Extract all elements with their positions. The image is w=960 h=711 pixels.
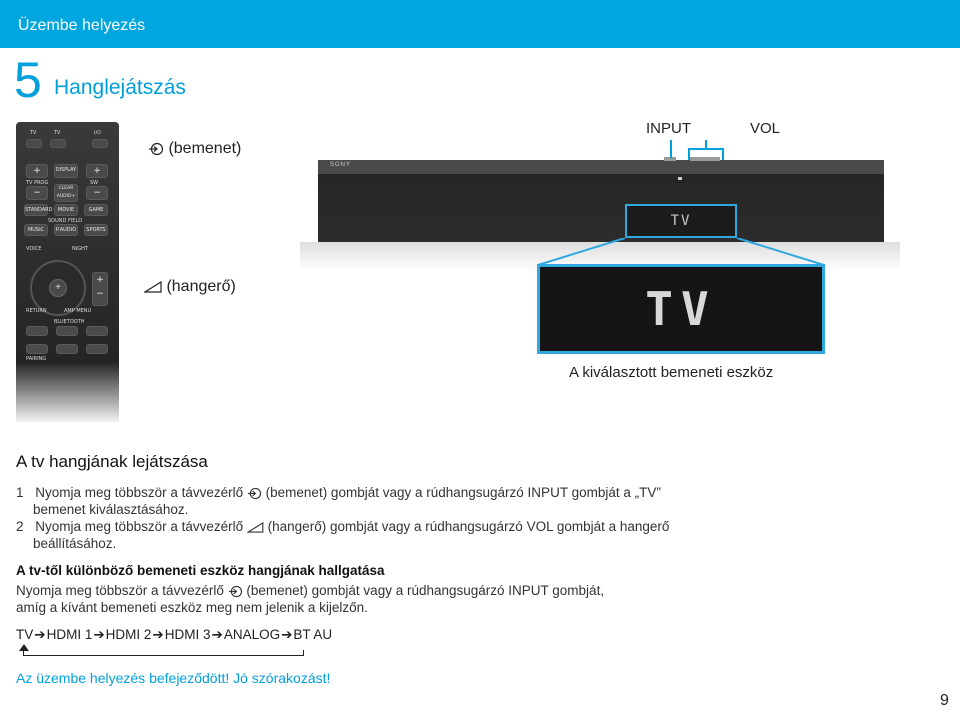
soundbar-top bbox=[318, 160, 884, 174]
soundbar-display-zoomed bbox=[537, 264, 825, 354]
soundbar-brand: SONY bbox=[330, 162, 352, 168]
arrow-right-icon: ➔ bbox=[34, 627, 46, 642]
remote-play-button bbox=[56, 344, 78, 354]
remote-label-tv-input: TV bbox=[30, 130, 37, 136]
input-sequence bbox=[16, 627, 332, 643]
remote-label-sound-field: SOUND FIELD bbox=[48, 218, 83, 224]
soundbar-display-small bbox=[625, 204, 737, 238]
other-device-line-2: amíg a kívánt bemeneti eszköz meg nem jelenik a kijelzőn. bbox=[16, 600, 368, 615]
arrow-right-icon: ➔ bbox=[281, 627, 293, 642]
input-icon bbox=[148, 142, 164, 156]
remote-dpad-center: + bbox=[49, 279, 67, 297]
remote-rewind-button bbox=[26, 344, 48, 354]
remote-tv-prog-plus: + bbox=[26, 164, 48, 178]
header-title: Üzembe helyezés bbox=[18, 17, 146, 34]
step-2-text-a: Nyomja meg többször a távvezérlő bbox=[35, 519, 244, 534]
remote-next-button bbox=[86, 326, 108, 336]
page-number: 9 bbox=[940, 692, 949, 709]
volume-icon bbox=[247, 522, 264, 533]
step-1-number: 1 bbox=[16, 485, 24, 500]
step-1-line-1 bbox=[16, 485, 661, 500]
step-1-text-b: (bemenet) gombját vagy a rúdhangsugárzó INPUT gombját a „TV” bbox=[265, 485, 661, 500]
input-callout-line bbox=[670, 140, 672, 158]
sequence-item: HDMI 1 bbox=[46, 627, 93, 642]
step-2-line-2: beállításához. bbox=[33, 536, 117, 551]
remote-standard-button: STANDARD bbox=[24, 204, 48, 216]
remote-clear-audio-button: CLEAR AUDIO+ bbox=[54, 184, 78, 202]
remote-ff-button bbox=[86, 344, 108, 354]
other-device-text-b: (bemenet) gombját vagy a rúdhangsugárzó INPUT gombját, bbox=[246, 583, 605, 598]
input-icon bbox=[228, 585, 243, 598]
remote-prev-button bbox=[26, 326, 48, 336]
vol-callout-bracket bbox=[688, 148, 724, 160]
vol-button-label: VOL bbox=[750, 120, 781, 137]
remote-game-button: GAME bbox=[84, 204, 108, 216]
section-title: Hanglejátszás bbox=[54, 76, 186, 99]
section-number: 5 bbox=[14, 52, 42, 108]
step-2-line-1 bbox=[16, 519, 669, 534]
sequence-item: HDMI 3 bbox=[164, 627, 211, 642]
remote-label-bluetooth: BLUETOOTH bbox=[54, 319, 85, 325]
zoom-connector bbox=[537, 238, 827, 266]
remote-label-sw: SW bbox=[90, 180, 99, 186]
input-icon bbox=[247, 487, 262, 500]
remote-tv-power-button bbox=[50, 139, 66, 148]
remote-input-callout bbox=[148, 140, 241, 158]
remote-label-tv-prog: TV PROG bbox=[26, 180, 49, 186]
remote-movie-button: MOVIE bbox=[54, 204, 78, 216]
step-2-number: 2 bbox=[16, 519, 24, 534]
remote-control-image bbox=[16, 122, 119, 422]
arrow-right-icon: ➔ bbox=[211, 627, 223, 642]
step-2-text-b: (hangerő) gombját vagy a rúdhangsugárzó VOL gombját a hangerő bbox=[267, 519, 670, 534]
remote-volume-rocker: + − bbox=[92, 272, 108, 306]
tv-sound-heading: A tv hangjának lejátszása bbox=[16, 452, 208, 471]
sequence-loop-line bbox=[23, 650, 304, 656]
remote-label-tv-power: TV bbox=[54, 130, 61, 136]
other-device-line-1 bbox=[16, 583, 604, 598]
remote-label-amp-menu: AMP MENU bbox=[64, 308, 92, 314]
arrow-right-icon: ➔ bbox=[93, 627, 105, 642]
remote-sports-button: SPORTS bbox=[84, 224, 108, 236]
remote-display-button: DISPLAY bbox=[54, 164, 78, 178]
remote-label-night: NIGHT bbox=[72, 246, 88, 252]
remote-fade bbox=[16, 362, 119, 422]
sequence-item: HDMI 2 bbox=[105, 627, 152, 642]
remote-input-button bbox=[26, 139, 42, 148]
remote-sw-minus: − bbox=[86, 186, 108, 200]
remote-input-callout-text: (bemenet) bbox=[168, 140, 242, 157]
remote-power-button bbox=[92, 139, 108, 148]
soundbar-led bbox=[678, 177, 682, 180]
display-zoomed-text: TV bbox=[645, 282, 717, 336]
input-button-label: INPUT bbox=[646, 120, 691, 137]
step-1-text-a: Nyomja meg többször a távvezérlő bbox=[35, 485, 244, 500]
volume-icon bbox=[144, 281, 162, 293]
remote-pause-button bbox=[56, 326, 78, 336]
sequence-item: TV bbox=[16, 627, 34, 642]
completion-message: Az üzembe helyezés befejeződött! Jó szórakozást! bbox=[16, 670, 331, 686]
step-1-line-2: bemenet kiválasztásához. bbox=[33, 502, 189, 517]
display-small-text: TV bbox=[670, 213, 692, 229]
sequence-loop-arrow-icon bbox=[19, 644, 29, 651]
remote-tv-prog-minus: − bbox=[26, 186, 48, 200]
remote-label-return: RETURN bbox=[26, 308, 47, 314]
other-device-heading: A tv-től különböző bemeneti eszköz hangjának hallgatása bbox=[16, 563, 385, 578]
remote-volume-callout-text: (hangerő) bbox=[166, 278, 236, 295]
other-device-text-a: Nyomja meg többször a távvezérlő bbox=[16, 583, 224, 598]
remote-music-button: MUSIC bbox=[24, 224, 48, 236]
remote-p-audio-button: P.AUDIO bbox=[54, 224, 78, 236]
sequence-item: BT AU bbox=[293, 627, 333, 642]
selected-device-caption: A kiválasztott bemeneti eszköz bbox=[569, 364, 774, 381]
sequence-item: ANALOG bbox=[223, 627, 281, 642]
arrow-right-icon: ➔ bbox=[152, 627, 164, 642]
remote-sw-plus: + bbox=[86, 164, 108, 178]
remote-volume-callout bbox=[144, 278, 236, 296]
remote-label-pairing: PAIRING bbox=[26, 356, 47, 362]
vol-callout-line bbox=[705, 140, 707, 149]
remote-label-voice: VOICE bbox=[26, 246, 42, 252]
remote-label-power: I/⏻ bbox=[94, 130, 102, 136]
